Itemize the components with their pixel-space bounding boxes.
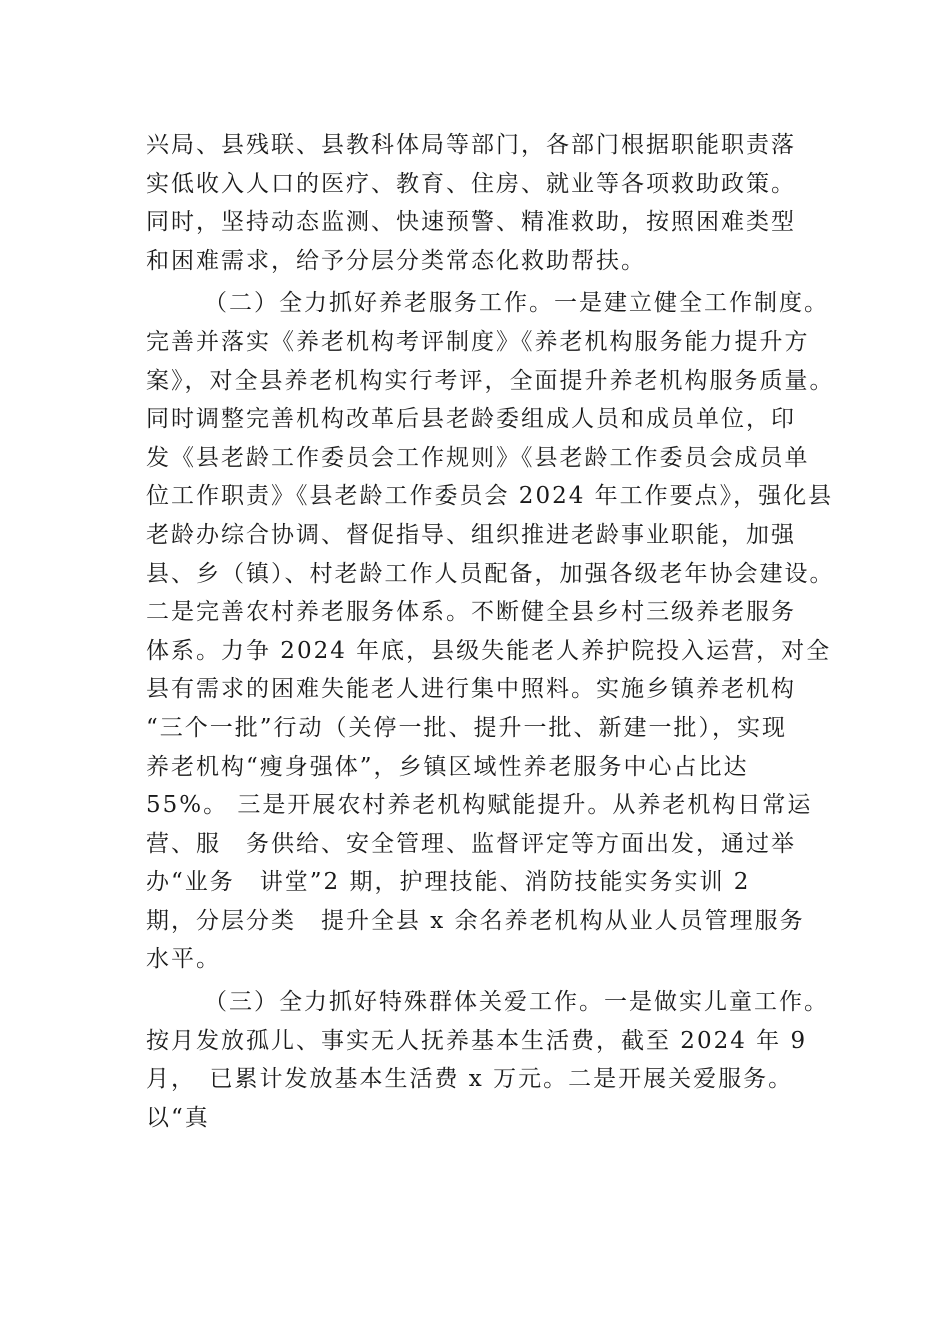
text-line: 和困难需求，给予分层分类常态化救助帮扶。 (146, 247, 646, 274)
text-line: 实低收入人口的医疗、教育、住房、就业等各项救助政策。 (146, 170, 796, 197)
text-line: 以“真 (146, 1104, 210, 1131)
text-line: 期，分层分类 提升全县 x 余名养老机构从业人员管理服务 (146, 907, 805, 934)
document-body (146, 126, 835, 1137)
text-line: 养老机构“瘦身强体”，乡镇区域性养老服务中心占比达 (146, 753, 749, 780)
text-line: 同时调整完善机构改革后县老龄委组成人员和成员单位，印 (146, 406, 796, 433)
paragraph-start-line: （三）全力抓好特殊群体关爱工作。一是做实儿童工作。 (204, 989, 829, 1016)
text-line: 发《县老龄工作委员会工作规则》《县老龄工作委员会成员单 (146, 444, 810, 471)
text-line: 水平。 (146, 946, 221, 973)
text-line: 体系。力争 2024 年底，县级失能老人养护院投入运营，对全 (146, 637, 832, 664)
text-line: 同时，坚持动态监测、快速预警、精准救助，按照困难类型 (146, 209, 796, 236)
text-line: 县有需求的困难失能老人进行集中照料。实施乡镇养老机构 (146, 676, 796, 703)
paragraph-start-line: （二）全力抓好养老服务工作。一是建立健全工作制度。 (204, 290, 829, 317)
text-line: 完善并落实《养老机构考评制度》《养老机构服务能力提升方 (146, 328, 810, 355)
text-line: 55%。 三是开展农村养老机构赋能提升。从养老机构日常运 (146, 792, 813, 819)
text-line: 办“业务 讲堂”2 期，护理技能、消防技能实务实训 2 (146, 869, 751, 896)
text-line: 老龄办综合协调、督促指导、组织推进老龄事业职能，加强 (146, 521, 796, 548)
text-line: 位工作职责》《县老龄工作委员会 2024 年工作要点》，强化县 (146, 483, 834, 510)
text-line: 二是完善农村养老服务体系。不断健全县乡村三级养老服务 (146, 599, 796, 626)
text-line: “三个一批”行动（关停一批、提升一批、新建一批），实现 (146, 714, 788, 741)
text-line: 兴局、县残联、县教科体局等部门，各部门根据职能职责落 (146, 132, 796, 158)
text-line: 月， 已累计发放基本生活费 x 万元。二是开展关爱服务。 (146, 1066, 794, 1093)
text-line: 县、乡（镇）、村老龄工作人员配备，加强各级老年协会建设。 (146, 560, 835, 587)
text-line: 营、服 务供给、安全管理、监督评定等方面出发，通过举 (146, 830, 796, 857)
text-line: 案》，对全县养老机构实行考评，全面提升养老机构服务质量。 (146, 367, 835, 394)
text-line: 按月发放孤儿、事实无人抚养基本生活费，截至 2024 年 9 (146, 1027, 808, 1054)
